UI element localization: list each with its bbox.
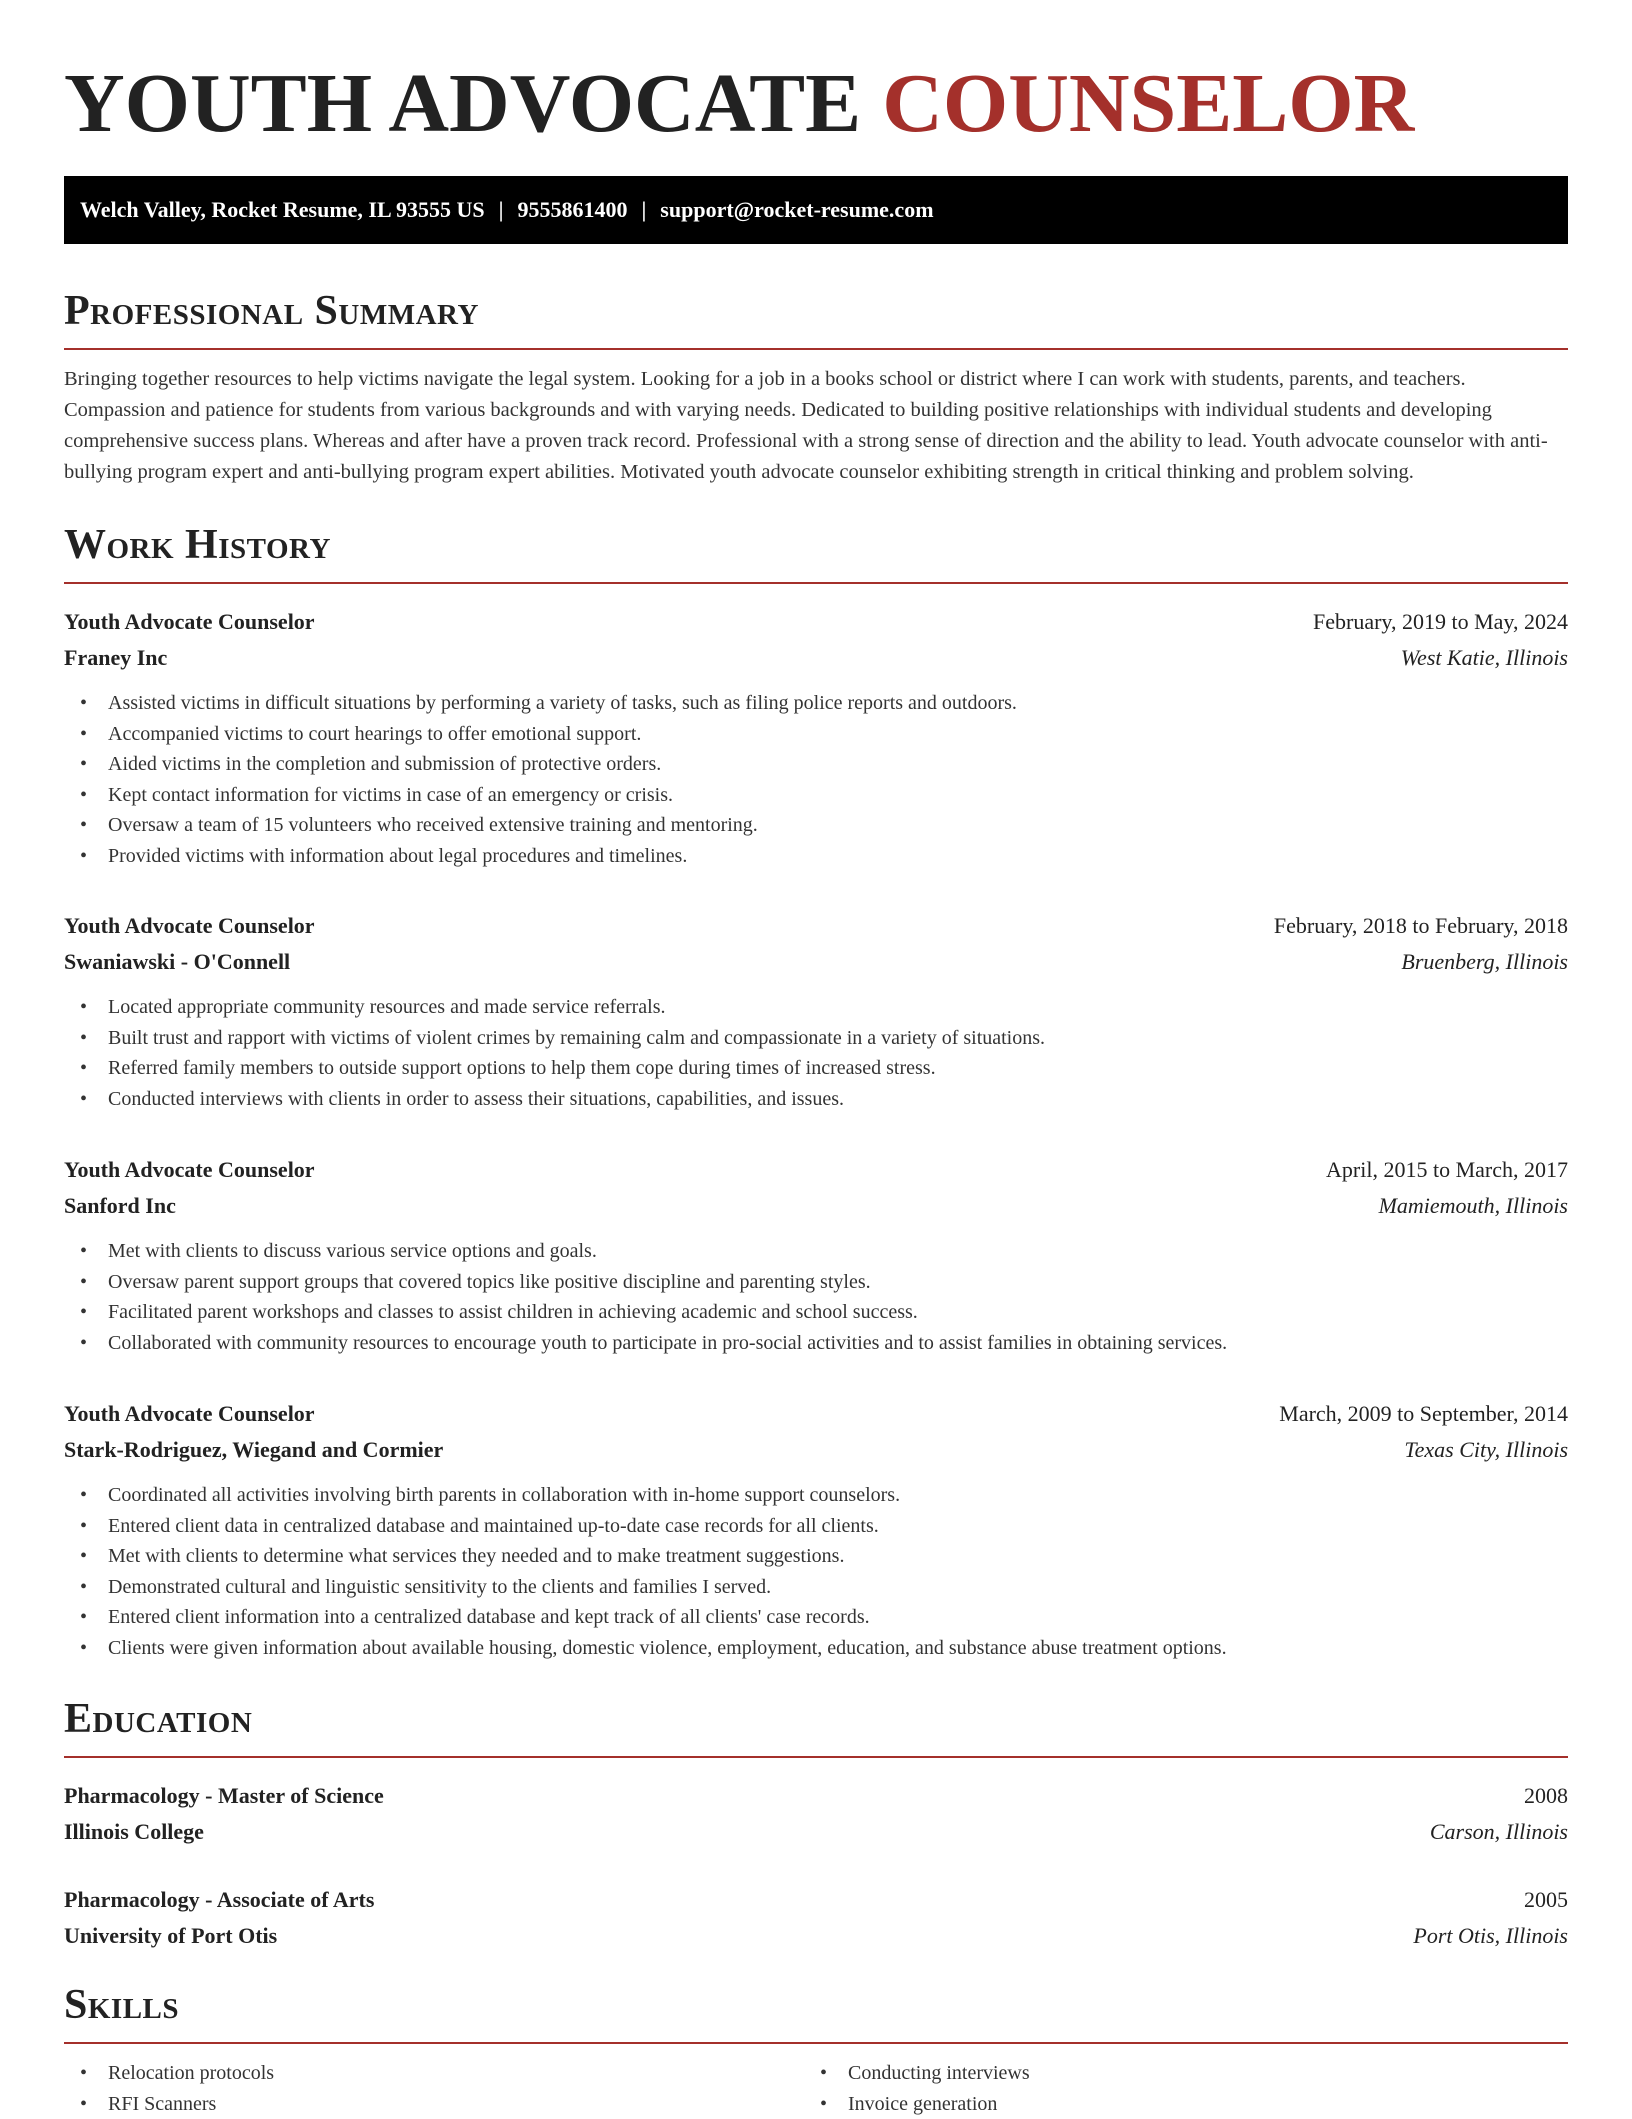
section-divider [64,348,1568,350]
job-duties [64,688,1568,872]
skills-column-right [804,2058,1030,2119]
degree: Pharmacology - Master of Science [64,1783,384,1808]
list-item: • Relocation protocols [80,2062,275,2084]
summary-section [64,286,1568,488]
job-role: Youth Advocate Counselor [64,1157,315,1182]
summary-text: Bringing together resources to help victims navigate the legal system. Looking for a job in a books school or district where I can work with students, parents, and teachers. Compassion and patience for students from various backgrounds and with varying needs. Dedicated to building positive relationships with individual students and developing comprehensive success plans. Whereas and after have a proven track record. Professional with a strong sense of direction and the ability to lead. Youth advocate counselor with anti-bullying program expert and anti-bullying program expert abilities. Motivated youth advocate counselor exhibiting strength in critical thinking and problem solving. [64,368,1548,483]
school-location: Carson, Illinois [1429,1819,1568,1844]
list-item: • Entered client information into a centralized database and kept track of all clients' case records. [80,1606,870,1629]
list-item: • Kept contact information for victims in case of an emergency or crisis. [80,783,673,806]
work-section [64,520,1568,584]
section-title-summary: Professional Summary [64,288,479,334]
list-item: • Demonstrated cultural and linguistic sensitivity to the clients and families I served. [80,1575,772,1598]
section-divider [64,2042,1568,2044]
list-item: • Oversaw parent support groups that covered topics like positive discipline and parenting styles. [80,1270,871,1293]
list-item: • Aided victims in the completion and submission of protective orders. [80,753,662,776]
job-duties [64,992,1568,1114]
section-title-skills: Skills [64,1982,180,2028]
list-item: • Clients were given information about available housing, domestic violence, employment, education, and substance abuse treatment options. [80,1636,1227,1659]
section-title-work: Work History [64,522,331,568]
list-item: • Coordinated all activities involving birth parents in collaboration with in-home support counselors. [80,1484,901,1506]
job-location: West Katie, Illinois [1400,645,1568,670]
job-company: Sanford Inc [64,1193,176,1218]
graduation-year: 2008 [1524,1783,1568,1808]
list-item: • Located appropriate community resources and made service referrals. [80,996,666,1018]
job-dates: February, 2018 to February, 2018 [1273,913,1568,938]
job-role: Youth Advocate Counselor [64,913,315,938]
job-location: Texas City, Illinois [1404,1437,1568,1462]
job-location: Bruenberg, Illinois [1401,949,1568,974]
job-company: Franey Inc [64,645,168,670]
education-entry [64,1778,1568,1850]
job-entry [64,604,1568,872]
job-location: Mamiemouth, Illinois [1378,1193,1568,1218]
list-item: • Collaborated with community resources to encourage youth to participate in pro-social activities and to assist families in obtaining services. [80,1331,1228,1354]
school-location: Port Otis, Illinois [1413,1923,1568,1948]
resume-name [64,0,1568,150]
job-company: Swaniawski - O'Connell [64,949,291,974]
job-entry [64,1396,1568,1664]
list-item: • Oversaw a team of 15 volunteers who received extensive training and mentoring. [80,814,758,837]
list-item: • Accompanied victims to court hearings to offer emotional support. [80,722,642,745]
job-role: Youth Advocate Counselor [64,609,315,634]
list-item: • Entered client data in centralized database and maintained up-to-date case records for all clients. [80,1514,879,1537]
job-dates: February, 2019 to May, 2024 [1313,609,1568,634]
list-item: • Facilitated parent workshops and classes to assist children in achieving academic and school success. [80,1301,918,1324]
education-entry [64,1882,1568,1954]
list-item: • Met with clients to determine what services they needed and to make treatment suggestions. [80,1545,845,1568]
school-name: University of Port Otis [64,1923,278,1948]
job-duties [64,1480,1568,1664]
contact-bar [64,176,1568,244]
section-divider [64,1756,1568,1758]
list-item: • Conducting interviews [820,2062,1030,2084]
list-item: • RFI Scanners [80,2092,217,2115]
list-item: • Provided victims with information about legal procedures and timelines. [80,844,688,867]
graduation-year: 2005 [1524,1887,1568,1912]
contact-email: support@rocket-resume.com [660,197,934,222]
job-duties [64,1236,1568,1358]
list-item: • Built trust and rapport with victims of violent crimes by remaining calm and compassionate in a variety of situations. [80,1026,1046,1049]
contact-separator: | [498,197,504,222]
list-item: • Met with clients to discuss various service options and goals. [80,1240,597,1262]
job-role: Youth Advocate Counselor [64,1401,315,1426]
list-item: • Invoice generation [820,2092,998,2115]
section-divider [64,582,1568,584]
contact-address: Welch Valley, Rocket Resume, IL 93555 US [80,197,485,222]
list-item: • Assisted victims in difficult situations by performing a variety of tasks, such as filing police reports and outdoors. [80,692,1017,714]
contact-separator: | [641,197,647,222]
resume-page [64,0,1568,2115]
list-item: • Referred family members to outside support options to help them cope during times of increased stress. [80,1057,936,1080]
name-last: COUNSELOR [882,57,1415,150]
job-dates: April, 2015 to March, 2017 [1326,1157,1568,1182]
job-entry [64,1152,1568,1358]
list-item: • Conducted interviews with clients in order to assess their situations, capabilities, and issues. [80,1087,844,1110]
section-title-education: Education [64,1696,253,1742]
skills-section [64,1980,1568,2115]
degree: Pharmacology - Associate of Arts [64,1887,375,1912]
job-company: Stark-Rodriguez, Wiegand and Cormier [64,1437,444,1462]
education-section [64,1694,1568,1758]
skills-column-left [64,2058,274,2119]
job-entry [64,908,1568,1114]
contact-phone: 9555861400 [517,197,628,222]
job-dates: March, 2009 to September, 2014 [1279,1401,1568,1426]
school-name: Illinois College [64,1819,204,1844]
name-first: YOUTH ADVOCATE [64,57,862,150]
